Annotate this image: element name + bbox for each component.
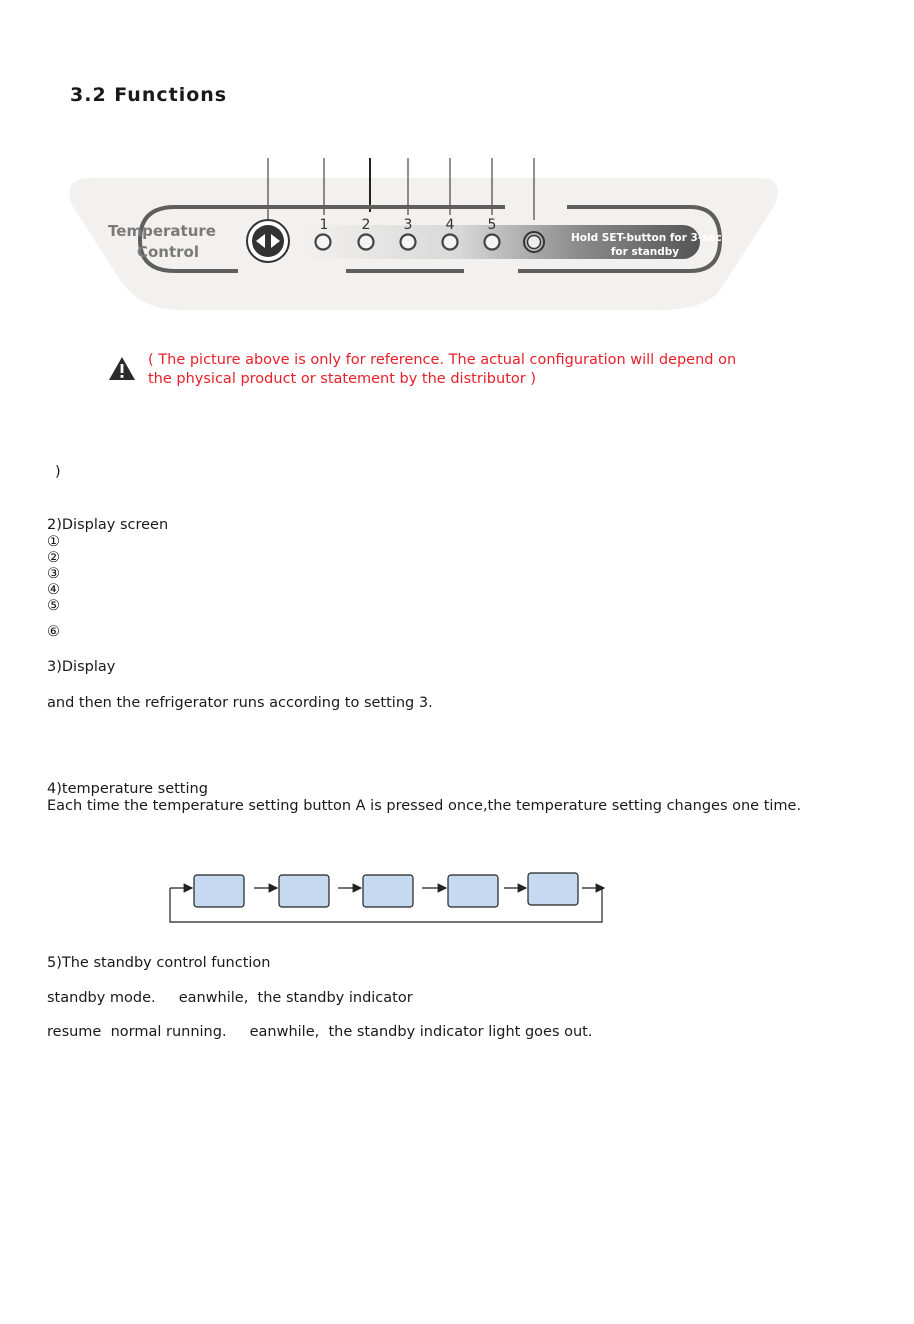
display-item-5: ⑤ xyxy=(47,598,60,614)
section-3-heading: 3)Display xyxy=(47,659,116,675)
control-panel xyxy=(0,150,914,320)
setting-cycle-diagram xyxy=(160,868,620,928)
warning-line-2: the physical product or statement by the distributor ) xyxy=(148,371,536,387)
indicator-led-4 xyxy=(443,235,458,250)
display-item-2: ② xyxy=(47,550,60,566)
section-5-heading: 5)The standby control function xyxy=(47,955,271,971)
section-title: 3.2 Functions xyxy=(70,84,228,106)
setting-box-3 xyxy=(363,875,413,907)
display-item-6: ⑥ xyxy=(47,624,60,640)
panel-hint-line2: for standby xyxy=(610,246,680,258)
indicator-led-3 xyxy=(401,235,416,250)
setting-box-2 xyxy=(279,875,329,907)
display-item-4: ④ xyxy=(47,582,60,598)
setting-box-4 xyxy=(448,875,498,907)
indicator-number: 4 xyxy=(445,217,455,233)
warning-line-1: ( The picture above is only for reference. The actual configuration will depend on xyxy=(148,352,737,368)
panel-hint-line1: Hold SET-button for 3-sec xyxy=(571,232,722,244)
display-item-1: ① xyxy=(47,534,60,550)
indicator-number: 2 xyxy=(361,217,371,233)
indicator-led-2 xyxy=(359,235,374,250)
indicator-number: 5 xyxy=(487,217,497,233)
indicator-led-1 xyxy=(316,235,331,250)
setting-box-1 xyxy=(194,875,244,907)
display-item-3: ③ xyxy=(47,566,60,582)
set-button[interactable] xyxy=(247,220,289,262)
section-5-text-2: resume normal running. eanwhile, the standby indicator light goes out. xyxy=(47,1024,593,1040)
indicator-number: 1 xyxy=(319,217,329,233)
indicator-led-5 xyxy=(485,235,500,250)
panel-title-line1: Temperature xyxy=(108,222,216,240)
section-4-heading: 4)temperature setting xyxy=(47,781,208,797)
section-3-text: and then the refrigerator runs according to setting 3. xyxy=(47,695,433,711)
standby-indicator-led xyxy=(524,232,544,252)
warning-triangle-icon xyxy=(108,356,136,381)
section-1-marker: ) xyxy=(55,464,61,480)
indicator-number: 3 xyxy=(403,217,413,233)
section-2-heading: 2)Display screen xyxy=(47,517,169,533)
panel-title-line2: Control xyxy=(136,243,200,261)
warning-note xyxy=(148,351,788,389)
section-4-text: Each time the temperature setting button A is pressed once,the temperature setting changes one time. xyxy=(47,798,802,814)
section-5-text-1: standby mode. eanwhile, the standby indicator xyxy=(47,990,413,1006)
setting-box-5 xyxy=(528,873,578,905)
